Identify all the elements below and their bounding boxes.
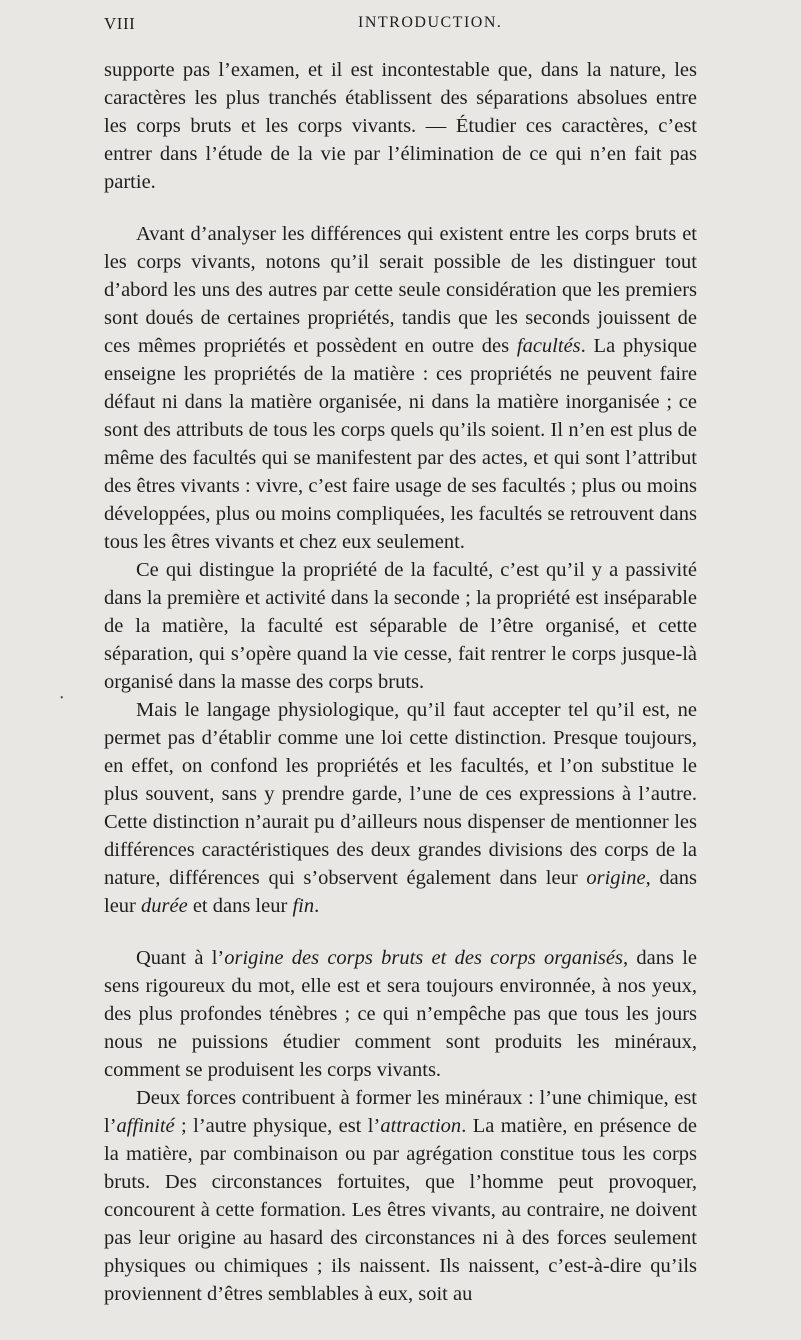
paragraph-5 <box>104 944 697 1084</box>
paragraph-4 <box>104 696 697 920</box>
text-segment: Avant d’analyser les différences qui existent entre les corps bruts et les corps vivants, notons qu’il serait possible de les distinguer tout d’abord les uns des autres par cette seule considération que les premiers sont doués de certaines propriétés, tandis que les seconds jouissent de ces mêmes propriétés et possèdent en outre des <box>104 223 697 357</box>
page-number: VIII <box>104 14 136 33</box>
margin-mark: • <box>60 693 64 704</box>
italic-term: origine des corps bruts et des corps organisés <box>224 947 623 969</box>
text-segment: ; l’autre physique, est l’ <box>174 1115 381 1137</box>
text-segment: , dans le sens rigoureux du mot, elle est et sera toujours environnée, à nos yeux, des plus profondes ténèbres ; ce qui n’empêche pas que tous les jours nous ne puissions étudier comment sont produits les minéraux, comment se produisent les corps vivants. <box>104 947 697 1081</box>
italic-term: origine <box>586 867 646 889</box>
text-segment: . <box>314 895 320 917</box>
italic-term: fin <box>292 895 315 917</box>
body-text <box>104 56 697 1308</box>
italic-term: durée <box>141 895 188 917</box>
page-header <box>104 14 704 44</box>
paragraph-2 <box>104 220 697 556</box>
text-segment: . La physique enseigne les propriétés de la matière : ces propriétés ne peuvent faire défaut ni dans la matière organisée, ni dans la matière inorganisée ; ce sont des attributs de tous les corps quels qu’ils soient. Il n’en est plus de même des facultés qui se manifestent par des actes, et qui sont l’attribut des êtres vivants : vivre, c’est faire usage de ses facultés ; plus ou moins développées, plus ou moins compliquées, les facultés se retrouvent dans tous les êtres vivants et chez eux seulement. <box>104 335 697 553</box>
text-segment: . La matière, en présence de la matière, par combinaison ou par agrégation constitue tous les corps bruts. Des circonstances fortuites, que l’homme peut provoquer, concourent à cette formation. Les êtres vivants, au contraire, ne doivent pas leur origine au hasard des circonstances ni à des forces seulement physiques ou chimiques ; ils naissent. Ils naissent, c’est-à-dire qu’ils proviennent d’êtres semblables à eux, soit au <box>104 1115 697 1305</box>
italic-term: attraction <box>380 1115 462 1137</box>
text-segment: , dans leur <box>104 867 698 917</box>
text-segment: supporte pas l’examen, et il est incontestable que, dans la nature, les caractères les plus tranchés établissent des séparations absolues entre les corps bruts et les corps vivants. — Étudier ces caractères, c’est entrer dans l’étude de la vie par l’élimination de ce qui n’en fait pas partie. <box>104 59 697 193</box>
italic-term: facultés <box>516 335 581 357</box>
paragraph-3 <box>104 556 697 696</box>
text-segment: Mais le langage physiologique, qu’il faut accepter tel qu’il est, ne permet pas d’établir comme une loi cette distinction. Presque toujours, en effet, on confond les propriétés et les facultés, et l’on substitue le plus souvent, sans y prendre garde, l’une de ces expressions à l’autre. Cette distinction n’aurait pu d’ailleurs nous dispenser de mentionner les différences caractéristiques des deux grandes divisions des corps de la nature, différences qui s’observent également dans leur <box>104 699 697 889</box>
italic-term: affinité <box>116 1115 175 1137</box>
text-segment: Quant à l’ <box>136 947 225 969</box>
paragraph-6 <box>104 1084 697 1308</box>
text-segment: Deux forces contribuent à former les minéraux : l’une chimique, est l’ <box>104 1087 697 1137</box>
running-title: INTRODUCTION. <box>358 14 503 31</box>
text-segment: Ce qui distingue la propriété de la faculté, c’est qu’il y a passivité dans la première et activité dans la seconde ; la propriété est inséparable de la matière, la faculté est séparable de l’être organisé, et cette séparation, qui s’opère quand la vie cesse, fait rentrer le corps jusque-là organisé dans la masse des corps bruts. <box>104 559 697 693</box>
text-segment: et dans leur <box>187 895 293 917</box>
paragraph-1 <box>104 56 697 196</box>
